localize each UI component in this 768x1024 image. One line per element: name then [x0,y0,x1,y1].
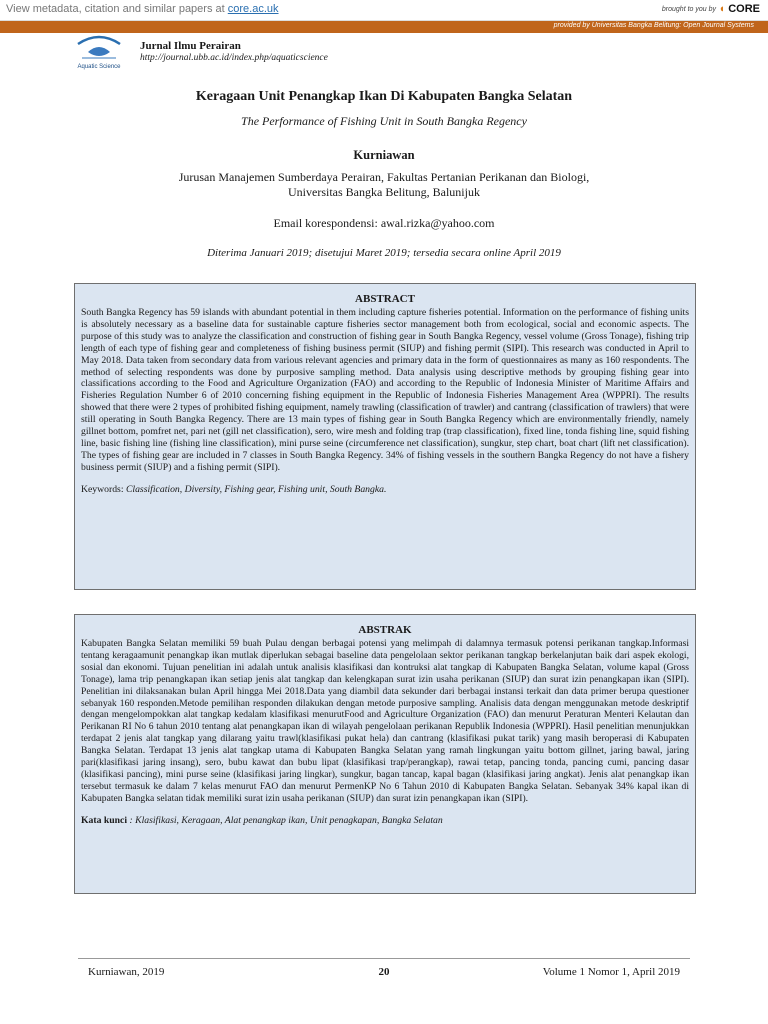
footer-volume: Volume 1 Nomor 1, April 2019 [542,966,680,978]
affiliation-line-1: Jurusan Manajemen Sumberdaya Perairan, Fakultas Pertanian Perikanan dan Biologi, [178,170,590,184]
paper-title: Keragaan Unit Penangkap Ikan Di Kabupaten Bangka Selatan [195,89,573,104]
abstract-heading: ABSTRACT [355,293,415,305]
author-name: Kurniawan [353,148,415,162]
footer-divider [78,958,690,959]
core-logo-icon: ◖ [718,3,726,15]
journal-url[interactable]: http://journal.ubb.ac.id/index.php/aquaticscience [140,53,328,63]
core-logo[interactable] [719,3,761,15]
abstract-text: South Bangka Regency has 59 islands with abundant potential in them including capture fisheries potential. Information on the performance of fishing units is absolutely necessary as a baseline data for sustainable capture fisheries sector management both from ecological, social and economic aspects. The purpose of this study was to analyze the classification and construction of fishing gear in South Bangka Regency, vessel volume (Gross Tonage), fishing trip length of each type of fishing gear and completeness of fishing business permit (SIUP) and fishing permit (SIPI). This research was conducted in April to May 2018. Data taken from secondary data from various relevant agencies and primary data in the form of questionnaires as many as 160 respondents. The method of selecting respondents was done by purposive sampling method. Data analysis using descriptive methods by grouping fishing gear into classifications according to the Food and Agriculture Organization (FAO) and according to the Republic of Indonesia Minister of Maritime Affairs and Fisheries Regulation Number 6 of 2010 concerning fishing equipment in the Republic of Indonesia Fisheries Management Area (WPPRI). The results showed that there were 2 types of prohibited fishing equipment, namely trawling (classification of trawler) and cantrang (classification of trawlers) that were still operating in South Bangka Regency. There are 13 main types of fishing gear in South Bangka Regency which are environmentally friendly, namely gillnet bottom, pomfret net, pari net (gill net classification), sero, wire mesh and folding trap (trap classification), fixed line, tonda fishing line, squid fishing line, basic fishing line (fishing line classification), mini purse seine (circumference net classification), sungkur, step chart, boat chart (lift net classification). The types of fishing gear are included in 7 classes in South Bangka Regency. 34% of fishing vessels in the southern Bangka Regency do not have a fishery business permit (SIUP) and a fishing permit (SIPI). [81,307,689,473]
provided-by-text: provided by Universitas Bangka Belitung: Open Journal Systems [553,22,754,29]
metadata-text: View metadata, citation and similar papers at [6,3,225,15]
abstract-box [74,283,696,590]
dates-line: Diterima Januari 2019; disetujui Maret 2019; tersedia secara online April 2019 [207,247,561,259]
email-line: Email korespondensi: awal.rizka@yahoo.com [273,216,495,230]
abstrak-box [74,614,696,894]
journal-logo [70,30,128,74]
kata-kunci-list: : Klasifikasi, Keragaan, Alat penangkap ikan, Unit penagkapan, Bangka Selatan [129,814,443,826]
keywords-label: Keywords: [81,483,124,495]
core-banner [0,0,768,21]
keywords-list: Classification, Diversity, Fishing gear, Fishing unit, South Bangka. [125,483,387,495]
abstrak-heading: ABSTRAK [358,624,412,636]
page-number: 20 [378,966,390,978]
abstract-keywords [81,484,689,495]
affiliation-line-2: Universitas Bangka Belitung, Balunijuk [288,185,480,199]
paper-subtitle: The Performance of Fishing Unit in South Bangka Regency [241,114,527,128]
footer-citation: Kurniawan, 2019 [88,966,165,978]
brought-by-text: brought to you by [661,6,716,13]
core-link[interactable]: core.ac.uk [227,3,279,15]
core-logo-text: CORE [728,3,760,15]
kata-kunci-label: Kata kunci [81,814,128,826]
abstrak-text: Kabupaten Bangka Selatan memiliki 59 buah Pulau dengan berbagai potensi yang melimpah di dalamnya termasuk potensi perikanan tangkap.Informasi tentang keragaamunit penangkap ikan mutlak diperlukan sebagai baseline data pengelolaan sektor perikanan tangkap berkelanjutan baik dari aspek ekologi, sosial dan ekonomi. Tujuan penelitian ini adalah untuk analisis klasifikasi dan kontruksi alat tangkap di Kabupaten Bangka Selatan, volume kapal (Gross Tonage), lama trip penangkapan ikan setiap jenis alat tangkap dan kelengkapan surat izin usaha perikanan (SIUP) dan surat izin penangkapan ikan (SIPI). Penelitian ini dilaksanakan bulan April hingga Mei 2018.Data yang diambil data sekunder dari berbagai instansi terkait dan data primer berupa questioner sebanyak 160 responden.Metode pemilihan responden dilakukan dengan metode purposive sampling. Analisis data dengan menggunakan metode deskriptif dengan mengelompokkan alat tangkap kedalam klasifikasi menurutFood and Agriculture Organization (FAO) dan menurut Peraturan Menteri Kelautan dan Perikanan RI No 6 tahun 2010 tentang alat penangkapan ikan di wilayah pengelolaan perikanan Republik Indonesia (WPPRI). Hasil penelitian menunjukkan terdapat 2 jenis alat tangkap yang dilarang yaitu trawl(klasifikasi pukat hela) dan cantrang (klasifikasi pukat tarik) yang masih beroperasi di Kabupaten Bangka Selatan. Terdapat 13 jenis alat tangkap utama di Kabupaten Bangka Selatan yang ramah lingkungan yaitu bottom gillnet, jaring bawal, jaring pari(klasifikasi jaring insang), sero, bubu kawat dan bubu lipat (klasifikasi trap/perangkap), rawai tetap, pancing tonda, pancing cumi, pancing dasar (klasifikasi pancing), mini purse seine (klasifikasi jaring lingkar), sungkur, bagan tancap, kapal bagan (klasifikasi jaring angkat). Jenis alat penangkap ikan tersebut termasuk ke dalam 7 kelas menurut FAO dan menurut PermenKP No 6 Tahun 2010 di Kabupaten Bangka Selatan. Sebanyak 34% kapal ikan di Kabupaten Bangka selatan tidak memiliki surat izin usaha perikanan (SIUP) dan surat izin penangkapan ikan (SIPI). [81,638,689,804]
logo-text: Aquatic Science [77,64,121,70]
metadata-notice [6,3,279,15]
abstrak-keywords [81,815,689,826]
journal-name: Jurnal Ilmu Perairan [140,40,241,52]
